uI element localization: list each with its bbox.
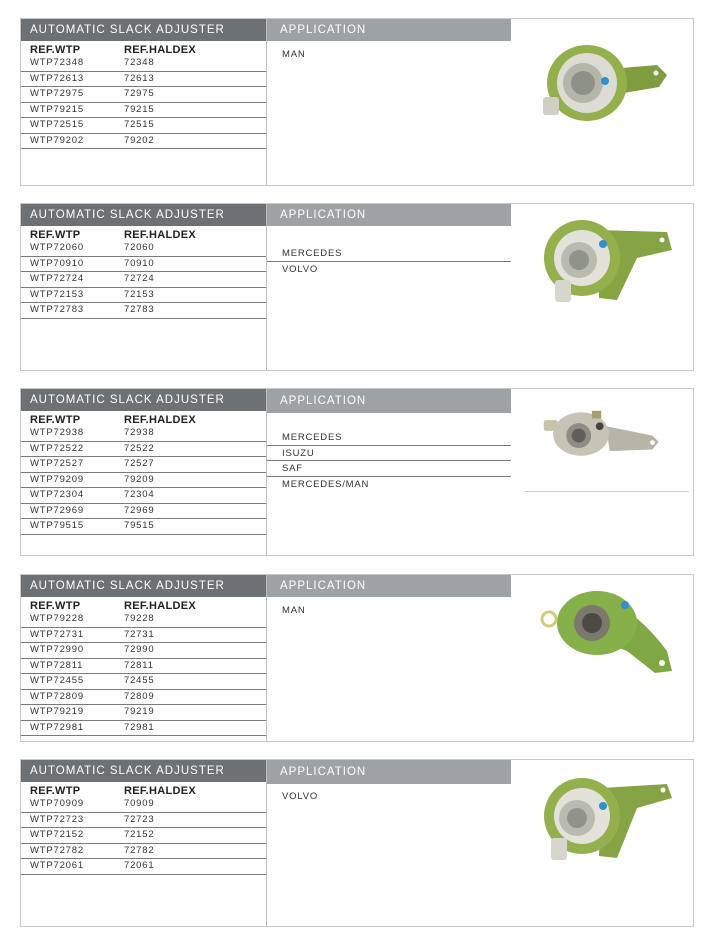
- application-item: VOLVO: [282, 263, 319, 275]
- ref-table: [21, 56, 266, 149]
- product-card-3: [20, 388, 694, 556]
- ref-table: [21, 612, 266, 736]
- slack-adjuster-image: [517, 25, 687, 141]
- table-row: WTP72782 72782: [21, 844, 266, 860]
- column-headers: [30, 785, 196, 797]
- column-headers: [30, 229, 196, 241]
- product-card-2: [20, 203, 694, 371]
- table-row: WTP72724 72724: [21, 272, 266, 288]
- table-row: WTP72723 72723: [21, 813, 266, 829]
- table-row: WTP72153 72153: [21, 288, 266, 304]
- table-row: WTP70910 70910: [21, 257, 266, 273]
- application-item: VOLVO: [282, 791, 319, 802]
- header-application: APPLICATION: [267, 760, 511, 784]
- application-item: ISUZU: [267, 446, 511, 462]
- table-row: WTP72061 72061: [21, 859, 266, 875]
- application-item: MERCEDES/MAN: [282, 478, 370, 490]
- table-row: WTP72731 72731: [21, 628, 266, 644]
- col-ref-wtp: REF.WTP: [30, 44, 81, 56]
- col-ref-haldex: REF.HALDEX: [124, 785, 197, 797]
- table-row: WTP72809 72809: [21, 690, 266, 706]
- table-row: WTP79202 79202: [21, 134, 266, 150]
- column-headers: [30, 44, 196, 56]
- slack-adjuster-image: [517, 766, 687, 882]
- slack-adjuster-image: [517, 210, 687, 326]
- table-row: WTP79219 79219: [21, 705, 266, 721]
- column-headers: [30, 600, 196, 612]
- table-row: WTP79215 79215: [21, 103, 266, 119]
- table-row: WTP72811 72811: [21, 659, 266, 675]
- product-card-1: [20, 18, 694, 186]
- application-item: MAN: [282, 49, 306, 60]
- product-card-4: [20, 574, 694, 742]
- header-application: APPLICATION: [267, 575, 511, 597]
- column-headers: [30, 414, 196, 426]
- table-row: WTP79515 79515: [21, 519, 266, 535]
- table-row: WTP72527 72527: [21, 457, 266, 473]
- header-slack-adjuster: AUTOMATIC SLACK ADJUSTER: [21, 389, 267, 411]
- slack-adjuster-image: [517, 403, 687, 493]
- table-row: WTP72152 72152: [21, 828, 266, 844]
- table-row: WTP72783 72783: [21, 303, 266, 319]
- table-row: WTP72990 72990: [21, 643, 266, 659]
- col-ref-wtp: REF.WTP: [30, 229, 81, 241]
- table-row: WTP72455 72455: [21, 674, 266, 690]
- application-item: MERCEDES: [267, 246, 511, 262]
- product-card-5: [20, 759, 694, 927]
- application-item: SAF: [267, 461, 511, 477]
- application-item: MERCEDES: [267, 430, 511, 446]
- header-application: APPLICATION: [267, 19, 511, 41]
- header-slack-adjuster: AUTOMATIC SLACK ADJUSTER: [21, 760, 267, 782]
- table-row: WTP72969 72969: [21, 504, 266, 520]
- column-divider: [266, 575, 267, 741]
- header-slack-adjuster: AUTOMATIC SLACK ADJUSTER: [21, 575, 267, 597]
- table-row: WTP72304 72304: [21, 488, 266, 504]
- ref-table: [21, 241, 266, 319]
- column-divider: [266, 204, 267, 370]
- table-row: WTP79209 79209: [21, 473, 266, 489]
- column-divider: [266, 760, 267, 926]
- column-divider: [266, 19, 267, 185]
- table-row: WTP72613 72613: [21, 72, 266, 88]
- col-ref-wtp: REF.WTP: [30, 414, 81, 426]
- table-row: WTP72522 72522: [21, 442, 266, 458]
- application-list: [267, 47, 511, 63]
- table-row: WTP72938 72938: [21, 426, 266, 442]
- ref-table: [21, 797, 266, 875]
- header-slack-adjuster: AUTOMATIC SLACK ADJUSTER: [21, 19, 267, 41]
- col-ref-haldex: REF.HALDEX: [124, 414, 197, 426]
- table-row: WTP72515 72515: [21, 118, 266, 134]
- application-list: [267, 430, 511, 492]
- application-item: MAN: [282, 605, 306, 616]
- table-row: WTP72348 72348: [21, 56, 266, 72]
- col-ref-haldex: REF.HALDEX: [124, 600, 197, 612]
- col-ref-haldex: REF.HALDEX: [124, 44, 197, 56]
- application-list: [267, 603, 511, 619]
- table-row: WTP70909 70909: [21, 797, 266, 813]
- table-row: WTP79228 79228: [21, 612, 266, 628]
- table-row: WTP72981 72981: [21, 721, 266, 737]
- application-list: [267, 789, 511, 805]
- col-ref-haldex: REF.HALDEX: [124, 229, 197, 241]
- table-row: WTP72975 72975: [21, 87, 266, 103]
- application-list: [267, 246, 511, 277]
- header-slack-adjuster: AUTOMATIC SLACK ADJUSTER: [21, 204, 267, 226]
- slack-adjuster-image: [517, 581, 687, 697]
- col-ref-wtp: REF.WTP: [30, 785, 81, 797]
- table-row: WTP72060 72060: [21, 241, 266, 257]
- header-application: APPLICATION: [267, 389, 511, 413]
- ref-table: [21, 426, 266, 535]
- col-ref-wtp: REF.WTP: [30, 600, 81, 612]
- header-application: APPLICATION: [267, 204, 511, 226]
